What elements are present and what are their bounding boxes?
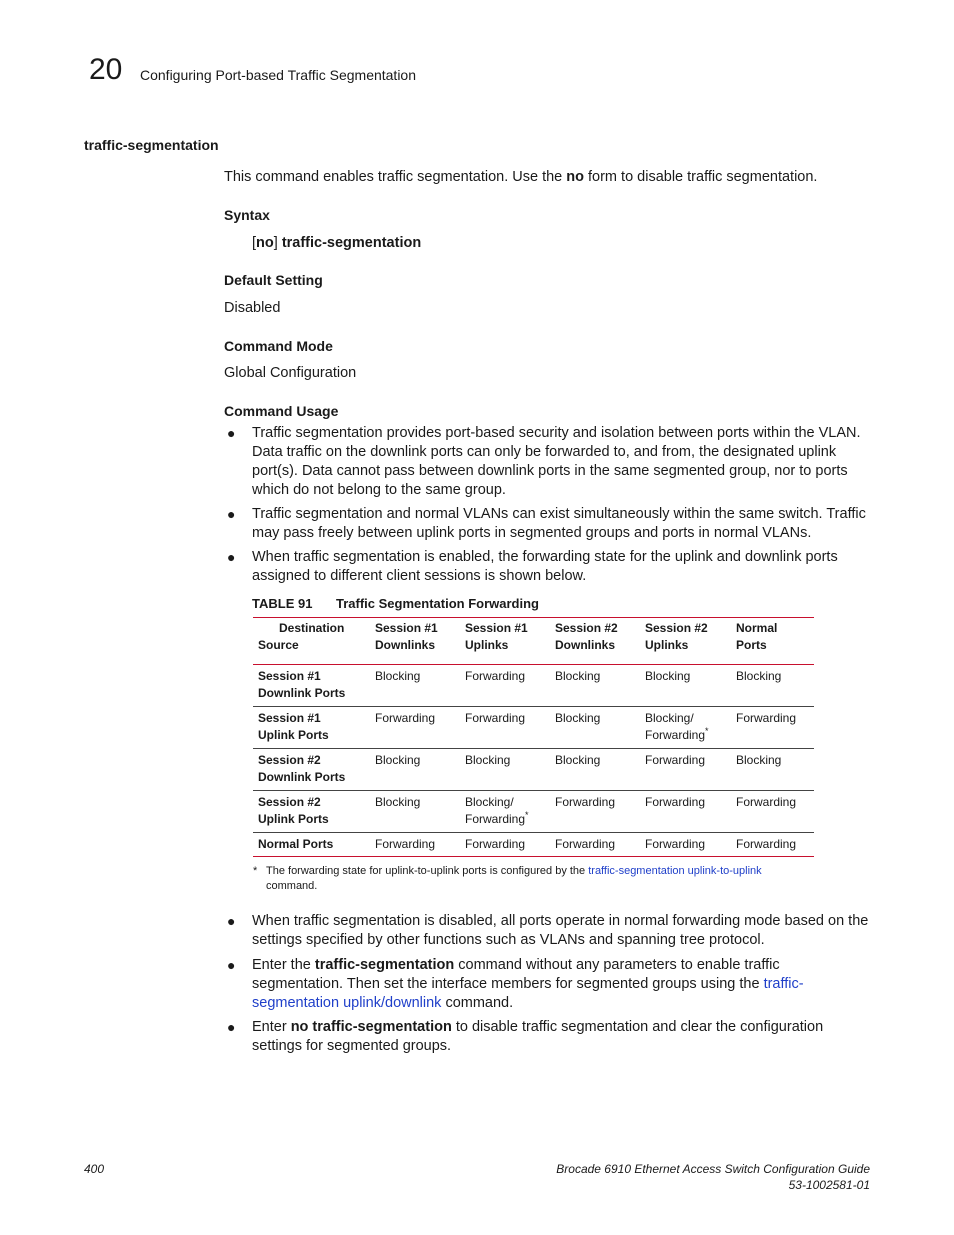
table-cell: Forwarding	[555, 795, 616, 809]
table-cell: Blocking	[736, 669, 782, 683]
command-mode-value: Global Configuration	[224, 365, 357, 381]
header-session1-downlinks: Session #1 Downlinks	[375, 621, 438, 652]
header-session2-uplinks: Session #2 Uplinks	[645, 621, 708, 652]
bullet-icon: ●	[227, 506, 236, 522]
bullet-icon: ●	[227, 957, 236, 973]
document-number: 53-1002581-01	[788, 1178, 870, 1192]
table-header-row	[253, 618, 814, 665]
command-mode-heading: Command Mode	[224, 338, 333, 354]
row-source: Normal Ports	[258, 837, 334, 851]
forwarding-table	[253, 617, 814, 857]
bullet-icon: ●	[227, 913, 236, 929]
table-title: Traffic Segmentation Forwarding	[336, 596, 539, 611]
table-cell: Blocking	[736, 753, 782, 767]
table-cell: Forwarding	[465, 711, 526, 725]
list-item: ● When traffic segmentation is disabled, all ports operate in normal forwarding mode based on the settings specified by other functions such as VLANs and spanning tree protocol.	[227, 913, 869, 948]
table-cell: Blocking	[645, 669, 691, 683]
row-source: Session #2 Uplink Ports	[258, 795, 329, 826]
table-cell: Blocking	[375, 753, 421, 767]
header-normal-ports: Normal Ports	[736, 621, 778, 652]
header-destination-source: Destination Source	[258, 621, 345, 652]
link-uplink-downlink[interactable]: traffic-segmentation uplink/downlink	[252, 976, 804, 1011]
list-item: ● Enter the traffic-segmentation command without any parameters to enable traffic segmentation. Then set the interface members for segmented groups using the traffic-segmentation uplink/downlink command.	[227, 957, 804, 1011]
table-cell: Forwarding	[465, 837, 526, 851]
syntax-heading: Syntax	[224, 207, 270, 223]
table-cell: Forwarding	[645, 837, 706, 851]
row-source: Session #1 Downlink Ports	[258, 669, 346, 700]
default-setting-heading: Default Setting	[224, 272, 323, 288]
table-caption	[252, 595, 539, 613]
bullet-icon: ●	[227, 549, 236, 565]
chapter-title: Configuring Port-based Traffic Segmentation	[140, 67, 417, 83]
table-cell: Blocking	[555, 711, 601, 725]
row-source: Session #2 Downlink Ports	[258, 753, 346, 784]
table-cell: Forwarding	[555, 837, 616, 851]
table-cell: Blocking	[375, 669, 421, 683]
table-row	[253, 665, 814, 707]
list-item: ● When traffic segmentation is enabled, the forwarding state for the uplink and downlink ports assigned to different client sessions is shown below.	[227, 549, 838, 584]
table-cell: Forwarding	[465, 669, 526, 683]
list-item: ● Enter no traffic-segmentation to disable traffic segmentation and clear the configuration settings for segmented groups.	[227, 1019, 824, 1054]
table-row	[253, 707, 814, 749]
footnote-marker: *	[525, 810, 529, 820]
header-session1-uplinks: Session #1 Uplinks	[465, 621, 528, 652]
row-source: Session #1 Uplink Ports	[258, 711, 329, 742]
page-number: 400	[84, 1162, 105, 1176]
footnote-marker: *	[705, 726, 709, 736]
syntax-command: traffic-segmentation	[281, 235, 422, 251]
table-row	[253, 749, 814, 791]
list-item: ● Traffic segmentation and normal VLANs can exist simultaneously within the same switch. Traffic may pass freely between uplink ports in segmented groups and ports in normal VLANs.	[227, 506, 866, 541]
table-cell: Forwarding	[736, 837, 797, 851]
list-item: ● Traffic segmentation provides port-based security and isolation between ports within the VLAN. Data traffic on the downlink ports can only be forwarded to, and from, the designated uplink port(s). Data cannot pass between downlink ports in the same segmented group, nor to ports which do not belong to the same group.	[227, 425, 861, 498]
syntax-line: [no] traffic-segmentation	[252, 235, 422, 251]
table-row	[253, 791, 814, 833]
table-cell: Blocking	[465, 753, 511, 767]
bullet-icon: ●	[227, 425, 236, 441]
table-cell: Forwarding	[736, 795, 797, 809]
command-usage-heading: Command Usage	[224, 403, 339, 419]
table-cell: Forwarding	[645, 753, 706, 767]
header-session2-downlinks: Session #2 Downlinks	[555, 621, 618, 652]
footnote-star: *	[253, 865, 258, 877]
table-cell: Blocking/ Forwarding*	[465, 795, 529, 826]
table-cell: Forwarding	[375, 711, 436, 725]
table-cell: Forwarding	[375, 837, 436, 851]
table-cell: Blocking	[375, 795, 421, 809]
bullet-icon: ●	[227, 1019, 236, 1035]
table-cell: Blocking	[555, 753, 601, 767]
guide-title: Brocade 6910 Ethernet Access Switch Configuration Guide 53-1002581-01	[556, 1162, 870, 1192]
table-cell: Blocking/ Forwarding*	[645, 711, 709, 742]
default-setting-value: Disabled	[224, 300, 281, 316]
table-number: TABLE 91	[252, 596, 313, 611]
table-cell: Blocking	[555, 669, 601, 683]
table-row	[253, 833, 814, 857]
command-description: This command enables traffic segmentation. Use the no form to disable traffic segmentation.	[224, 169, 818, 185]
no-keyword: no	[566, 169, 584, 185]
footnote-link-uplink-to-uplink[interactable]: traffic-segmentation uplink-to-uplink	[588, 865, 762, 877]
command-heading: traffic-segmentation	[84, 137, 219, 153]
chapter-number: 20	[89, 53, 123, 86]
table-cell: Forwarding	[736, 711, 797, 725]
table-footnote: * The forwarding state for uplink-to-uplink ports is configured by the traffic-segmentation uplink-to-uplink command.	[253, 865, 762, 892]
table-cell: Forwarding	[645, 795, 706, 809]
